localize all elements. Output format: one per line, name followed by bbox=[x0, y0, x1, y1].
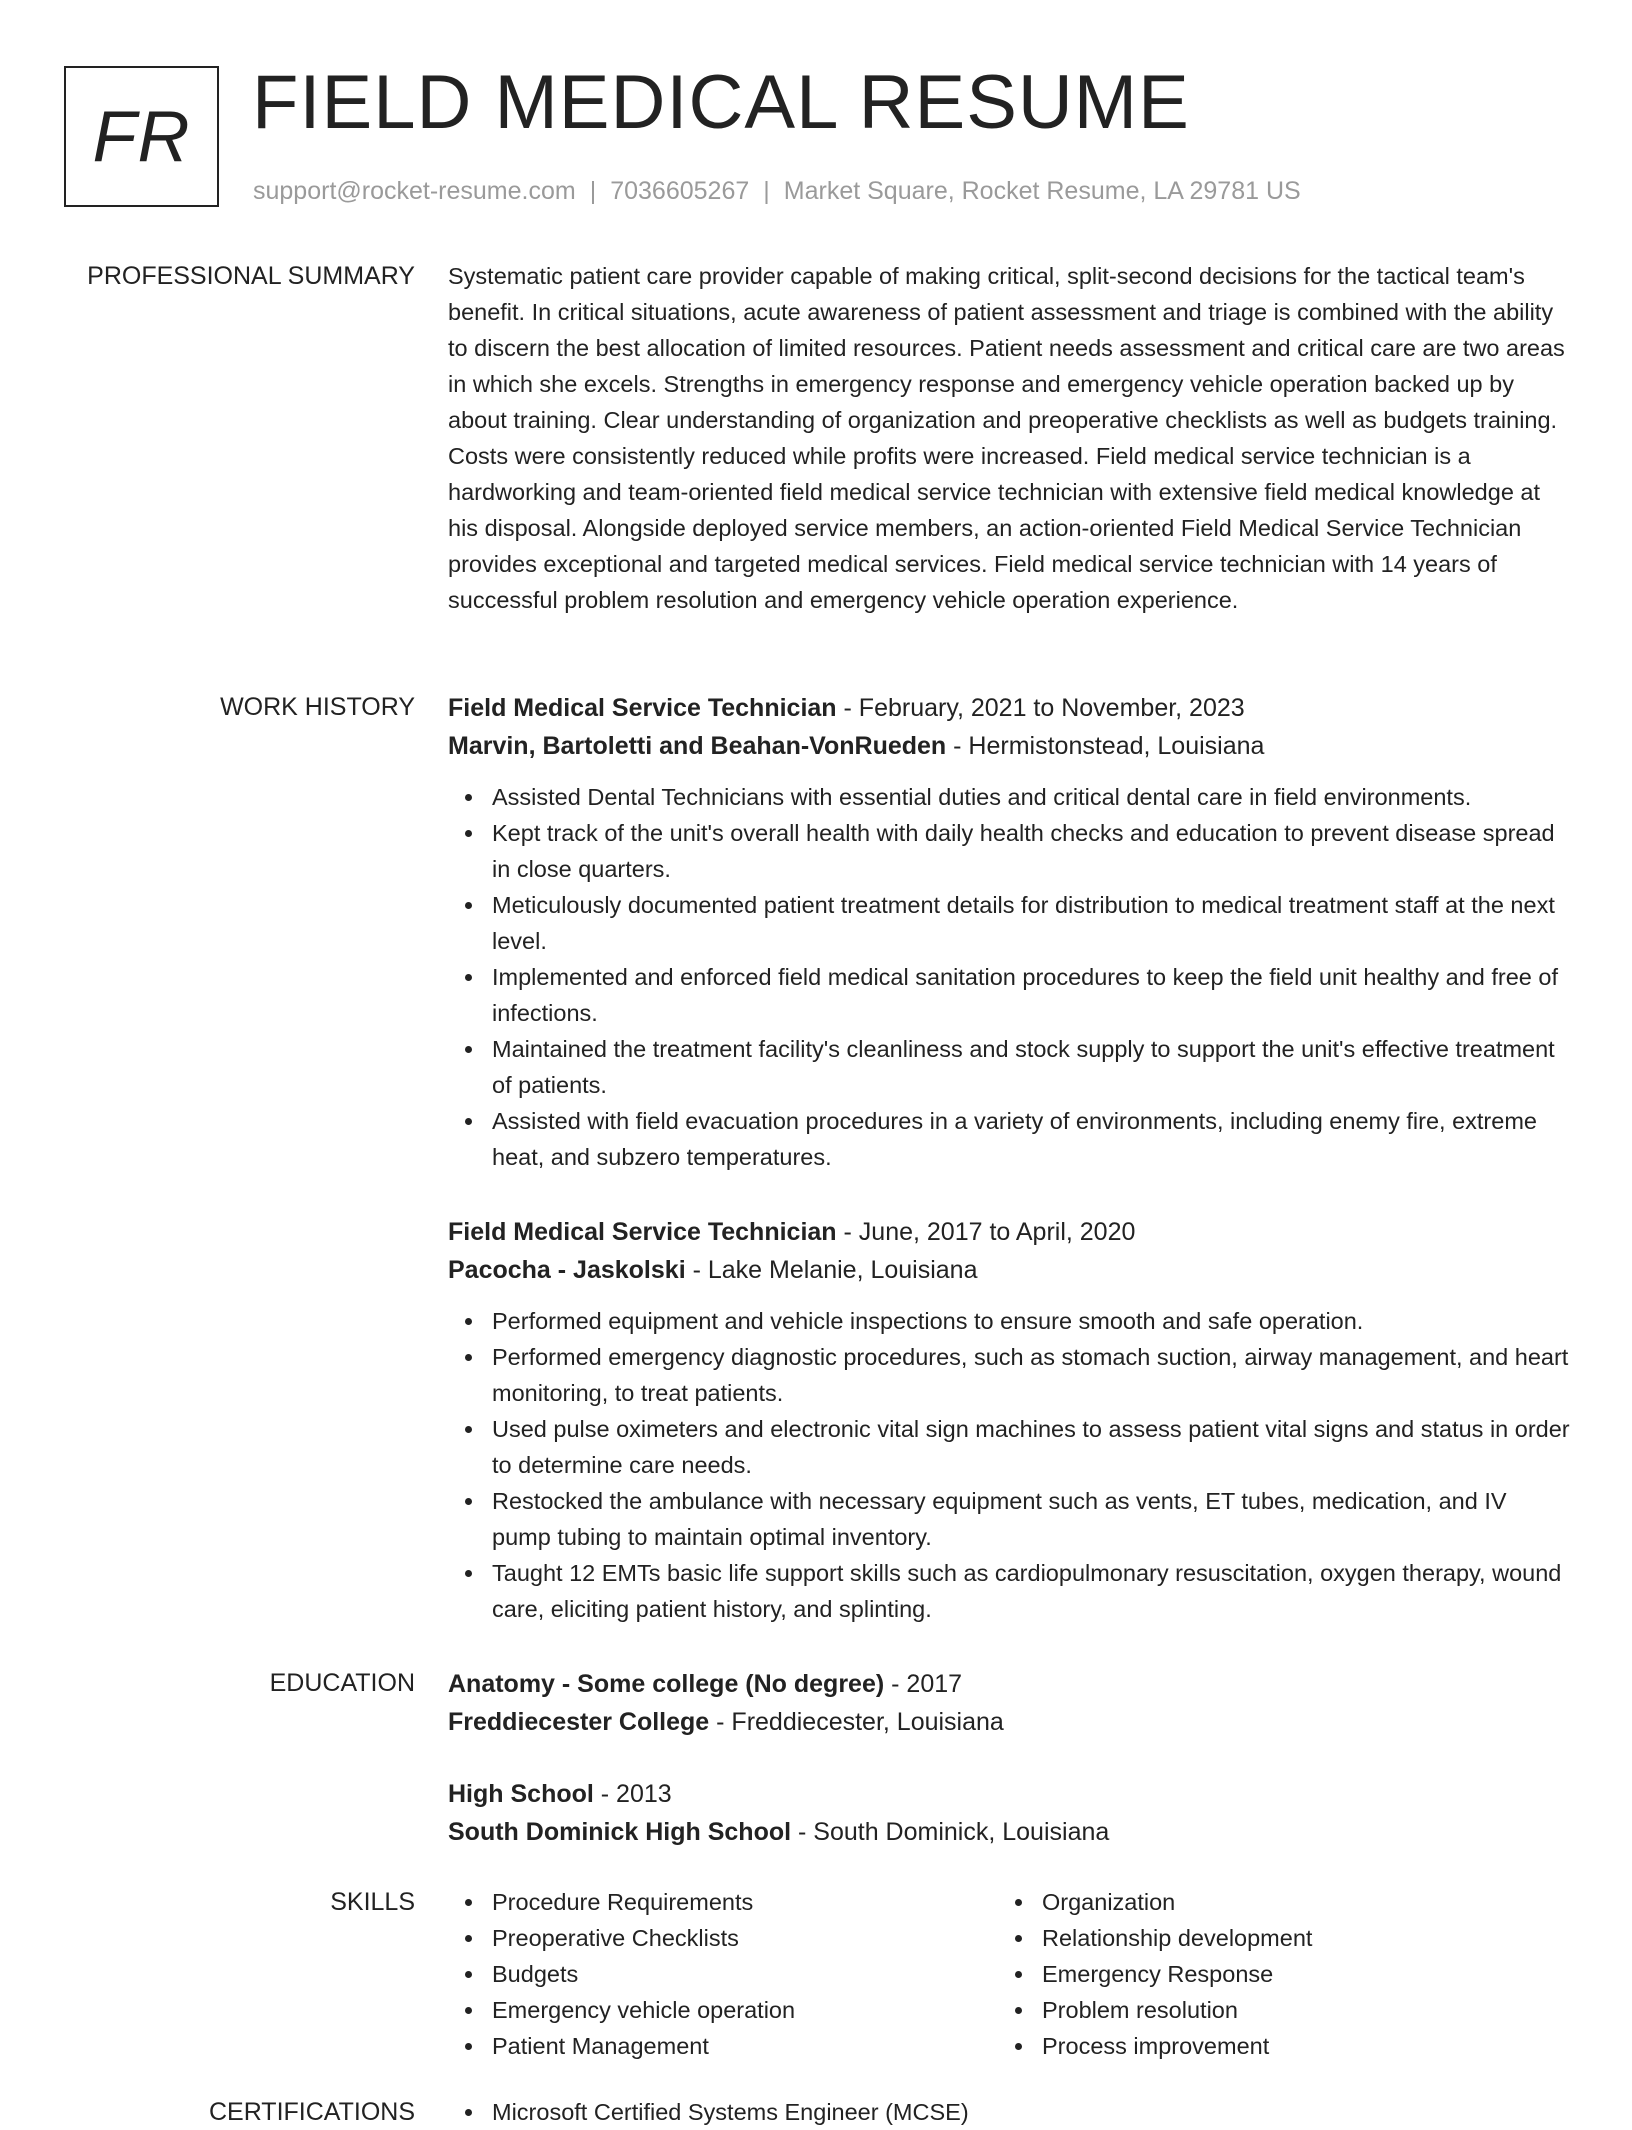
job-bullet: Assisted with field evacuation procedures in a variety of environments, including enemy fire, extreme heat, and subzero temperatures. bbox=[448, 1103, 1570, 1175]
section-label-summary: PROFESSIONAL SUMMARY bbox=[87, 262, 415, 290]
certifications-body bbox=[448, 2094, 1570, 2130]
education-degree: High School bbox=[448, 1780, 594, 1808]
skill-item: Preoperative Checklists bbox=[448, 1920, 998, 1956]
education-school: South Dominick High School bbox=[448, 1818, 792, 1846]
job-bullet: Performed emergency diagnostic procedures, such as stomach suction, airway management, and heart monitoring, to treat patients. bbox=[448, 1339, 1570, 1411]
skill-item: Budgets bbox=[448, 1956, 998, 1992]
contact-email: support@rocket-resume.com bbox=[253, 177, 576, 205]
skill-item: Procedure Requirements bbox=[448, 1884, 998, 1920]
contact-address: Market Square, Rocket Resume, LA 29781 US bbox=[783, 177, 1301, 205]
job-bullet: Taught 12 EMTs basic life support skills such as cardiopulmonary resuscitation, oxygen therapy, wound care, eliciting patient history, and splinting. bbox=[448, 1555, 1570, 1627]
job-bullet: Kept track of the unit's overall health with daily health checks and education to prevent disease spread in close quarters. bbox=[448, 815, 1570, 887]
skill-item: Organization bbox=[998, 1884, 1548, 1920]
education-school-line bbox=[448, 1813, 1570, 1851]
section-label-skills: SKILLS bbox=[330, 1888, 415, 1916]
job-bullet: Assisted Dental Technicians with essential duties and critical dental care in field environments. bbox=[448, 779, 1570, 815]
skills-column-left bbox=[448, 1884, 998, 2064]
job-title: Field Medical Service Technician bbox=[448, 1218, 837, 1246]
job-title: Field Medical Service Technician bbox=[448, 694, 837, 722]
contact-separator: | bbox=[763, 177, 770, 205]
job-dates: - June, 2017 to April, 2020 bbox=[836, 1218, 1136, 1246]
education-year: - 2013 bbox=[593, 1780, 672, 1808]
summary-text: Systematic patient care provider capable of making critical, split-second decisions for the tactical team's benefit. In critical situations, acute awareness of patient assessment and triage is combined with the ability to discern the best allocation of limited resources. Patient needs assessment and critical care are two areas in which she excels. Strengths in emergency response and emergency vehicle operation backed up by about training. Clear understanding of organization and preoperative checklists as well as budgets training. Costs were consistently reduced while profits were increased. Field medical service technician is a hardworking and team-oriented field medical service technician with extensive field medical knowledge at his disposal. Alongside deployed service members, an action-oriented Field Medical Service Technician provides exceptional and targeted medical services. Field medical service technician with 14 years of successful problem resolution and emergency vehicle operation experience. bbox=[448, 263, 1565, 613]
job-bullet: Restocked the ambulance with necessary equipment such as vents, ET tubes, medication, and IV pump tubing to maintain optimal inventory. bbox=[448, 1483, 1570, 1555]
job-bullets bbox=[448, 779, 1570, 1175]
summary-body bbox=[448, 258, 1570, 618]
skill-item: Emergency vehicle operation bbox=[448, 1992, 998, 2028]
skill-item: Problem resolution bbox=[998, 1992, 1548, 2028]
education-location: - Freddiecester, Louisiana bbox=[709, 1708, 1004, 1736]
skill-item: Emergency Response bbox=[998, 1956, 1548, 1992]
job-company-line bbox=[448, 727, 1570, 765]
education-entry bbox=[448, 1665, 1570, 1741]
section-label-certifications: CERTIFICATIONS bbox=[208, 2098, 415, 2126]
job-bullets bbox=[448, 1303, 1570, 1627]
skill-item: Relationship development bbox=[998, 1920, 1548, 1956]
education-entry bbox=[448, 1775, 1570, 1851]
job-company: Marvin, Bartoletti and Beahan-VonRueden bbox=[448, 732, 947, 760]
skills-grid bbox=[448, 1884, 1570, 2064]
monogram-box bbox=[64, 66, 219, 207]
education-year: - 2017 bbox=[884, 1670, 963, 1698]
education-school: Freddiecester College bbox=[448, 1708, 710, 1736]
job-company: Pacocha - Jaskolski bbox=[448, 1256, 686, 1284]
job-bullet: Implemented and enforced field medical sanitation procedures to keep the field unit healthy and free of infections. bbox=[448, 959, 1570, 1031]
contact-phone: 7036605267 bbox=[610, 177, 750, 205]
job-location: - Hermistonstead, Louisiana bbox=[946, 732, 1265, 760]
resume-title: FIELD MEDICAL RESUME bbox=[252, 60, 1190, 145]
education-degree-line bbox=[448, 1665, 1570, 1703]
education-body bbox=[448, 1665, 1570, 1851]
job-location: - Lake Melanie, Louisiana bbox=[685, 1256, 978, 1284]
job-entry bbox=[448, 1213, 1570, 1627]
job-bullet: Maintained the treatment facility's cleanliness and stock supply to support the unit's effective treatment of patients. bbox=[448, 1031, 1570, 1103]
education-degree: Anatomy - Some college (No degree) bbox=[448, 1670, 885, 1698]
skills-column-right bbox=[998, 1884, 1548, 2064]
job-company-line bbox=[448, 1251, 1570, 1289]
contact-separator: | bbox=[589, 177, 597, 205]
skill-item: Process improvement bbox=[998, 2028, 1548, 2064]
contact-line bbox=[253, 174, 1301, 208]
skills-body bbox=[448, 1884, 1570, 2064]
section-label-education: EDUCATION bbox=[269, 1669, 415, 1697]
education-school-line bbox=[448, 1703, 1570, 1741]
job-bullet: Performed equipment and vehicle inspections to ensure smooth and safe operation. bbox=[448, 1303, 1570, 1339]
initials: FR bbox=[92, 96, 191, 177]
job-entry bbox=[448, 689, 1570, 1175]
skill-item: Patient Management bbox=[448, 2028, 998, 2064]
job-title-line bbox=[448, 1213, 1570, 1251]
education-degree-line bbox=[448, 1775, 1570, 1813]
education-location: - South Dominick, Louisiana bbox=[791, 1818, 1110, 1846]
job-dates: - February, 2021 to November, 2023 bbox=[836, 694, 1245, 722]
section-label-work: WORK HISTORY bbox=[220, 693, 415, 721]
job-bullet: Meticulously documented patient treatment details for distribution to medical treatment staff at the next level. bbox=[448, 887, 1570, 959]
job-bullet: Used pulse oximeters and electronic vital sign machines to assess patient vital signs and status in order to determine care needs. bbox=[448, 1411, 1570, 1483]
certification-item: Microsoft Certified Systems Engineer (MCSE) bbox=[448, 2094, 1570, 2130]
job-title-line bbox=[448, 689, 1570, 727]
work-body bbox=[448, 689, 1570, 1627]
